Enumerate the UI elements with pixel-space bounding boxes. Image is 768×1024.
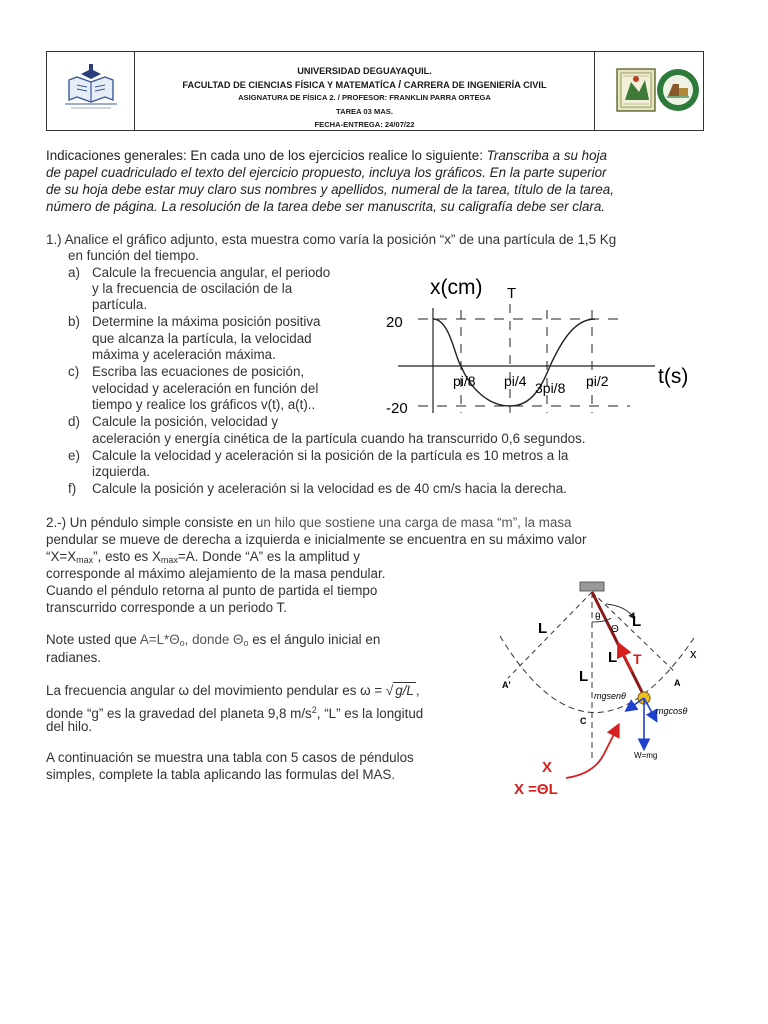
q2-line-5: Cuando el péndulo retorna al punto de partida el tiempo <box>46 583 378 598</box>
label-L-center: L <box>579 668 589 685</box>
subject-line: ASIGNATURA DE FÍSICA 2. / PROFESOR: FRANKLIN PARRA ORTEGA <box>238 93 491 102</box>
pendulum-ceiling <box>580 582 604 591</box>
q1-c-line-1: Escriba las ecuaciones de posición, <box>92 364 305 379</box>
theta-side-arrow <box>606 604 634 618</box>
label-weight: W=mg <box>634 751 658 760</box>
q1-d-line-2: aceleración y energía cinética de la partícula cuando ha transcurrido 0,6 segundos. <box>92 431 586 446</box>
label-A: A <box>674 678 681 688</box>
label-theta-top: θ <box>595 612 601 623</box>
graph-y-min-label: -20 <box>386 400 408 417</box>
q2-line-2: pendular se mueve de derecha a izquierda e inicialmente se encuentra en su máximo valor <box>46 532 587 547</box>
header-logo-cell <box>47 52 135 130</box>
q1-c-line-3: tiempo y realice los gráficos v(t), a(t).. <box>92 397 316 412</box>
label-mg-cos: mgcosθ <box>656 706 688 716</box>
q2-freq-start: La frecuencia angular ω del movimiento pendular es ω = √ <box>46 683 394 698</box>
label-theta-side: Θ <box>611 624 619 635</box>
q2-table-line-2: simples, complete la tabla aplicando las formulas del MAS. <box>46 767 396 782</box>
label-x-axis: x <box>690 646 697 661</box>
position-time-graph <box>370 268 706 418</box>
label-mg-sin: mgsenθ <box>594 691 626 701</box>
label-L-left: L <box>538 620 548 637</box>
q2-note-sub-2: o <box>243 638 249 648</box>
faculty-line <box>135 80 594 91</box>
q1-a-line-1: Calcule la frecuencia angular, el periodo <box>92 265 331 280</box>
intro-line-3: de su hoja debe estar muy claro sus nombres y apellidos, numeral de la tarea, título de la tarea, <box>46 182 614 197</box>
q2-x-max-sub: max <box>76 555 94 565</box>
q2-length-text: , “L” es la longitud <box>316 706 424 721</box>
faculty-name: FACULTAD DE CIENCIAS FÍSICA Y MATEMATÍCA <box>182 80 396 90</box>
q1-f-line-1: Calcule la posición y aceleración si la velocidad es de 40 cm/s hacia la derecha. <box>92 481 567 496</box>
label-L-mid: L <box>608 649 618 666</box>
q2-x-open: “X=X <box>46 549 77 564</box>
intro-general-label: Indicaciones generales: En cada uno de los ejercicios realice lo siguiente: <box>46 148 487 163</box>
header-seals-cell <box>595 52 705 130</box>
pendulum-diagram <box>494 578 710 804</box>
q2-note-where: , donde Θ <box>184 632 244 647</box>
q2-line-1-end: un hilo que sostiene una carga de masa “m”, la masa <box>255 515 572 530</box>
q2-table-line-1: A continuación se muestra una tabla con 5 casos de péndulos <box>46 750 414 765</box>
q2-freq-comma: , <box>415 683 420 698</box>
tension-arrow <box>619 645 632 672</box>
due-date-line: FECHA-ENTREGA: 24/07/22 <box>314 120 415 129</box>
q1-e-label: e) <box>68 448 80 463</box>
q2-amplitude-text: =A. Donde “A” es la amplitud y <box>177 549 360 564</box>
q1-c-line-2: velocidad y aceleración en función del <box>92 381 319 396</box>
q2-note-sub: o <box>179 638 185 648</box>
q2-gravity-sup: 2 <box>311 705 317 715</box>
graph-y-axis-label: x(cm) <box>430 276 483 299</box>
faculty-separator: / <box>398 79 402 91</box>
q1-b-line-1: Determine la máxima posición positiva <box>92 314 321 329</box>
q1-e-line-1: Calcule la velocidad y aceleración si la posición de la partícula es 10 metros a la <box>92 448 569 463</box>
pendulum-string <box>592 592 644 696</box>
q1-line-2: en función del tiempo. <box>68 248 200 263</box>
label-x-equals-theta-l: X =ΘL <box>514 781 558 798</box>
label-L-right: L <box>632 613 642 630</box>
q1-b-line-3: máxima y aceleración máxima. <box>92 347 276 362</box>
header-title-cell <box>135 52 595 130</box>
q2-note-line-1 <box>46 632 380 652</box>
q2-line-6: transcurrido corresponde a un periodo T. <box>46 600 287 615</box>
q2-x-mid: ”, esto es X <box>93 549 161 564</box>
faculty-logo <box>47 52 135 132</box>
label-C: C <box>580 716 587 726</box>
header-table <box>46 51 704 131</box>
task-line: TAREA 03 MAS. <box>336 107 393 116</box>
university-name: UNIVERSIDAD DEGUAYAQUIL. <box>297 66 432 76</box>
q1-d-label: d) <box>68 414 80 429</box>
university-seals <box>595 52 705 132</box>
q1-f-label: f) <box>68 481 77 496</box>
q1-d-line-1: Calcule la posición, velocidad y <box>92 414 279 429</box>
label-A-prime: A' <box>502 680 511 690</box>
radial-force-arrow <box>644 698 656 720</box>
engineering-seal-icon <box>617 69 655 111</box>
q1-line-1: 1.) Analice el gráfico adjunto, esta muestra como varía la posición “x” de una partícula de 1,5 Kg <box>46 232 617 247</box>
q1-b-line-2: que alcanza la partícula, la velocidad <box>92 331 312 346</box>
intro-line-4: número de página. La resolución de la tarea debe ser manuscrita, su caligrafía debe ser clara. <box>46 199 606 214</box>
graph-tick-pi4: pi/4 <box>504 373 527 389</box>
graph-tick-pi8: pi/8 <box>453 373 476 389</box>
q2-note-end: es el ángulo inicial en <box>248 632 381 647</box>
label-x-red: X <box>542 759 553 776</box>
intro-line-2: de papel cuadriculado el texto del ejercicio propuesto, incluya los gráficos. En la parte superior <box>46 165 607 180</box>
graph-period-label: T <box>507 285 517 302</box>
graph-position-curve <box>433 319 595 406</box>
q1-e-line-2: izquierda. <box>92 464 151 479</box>
q2-freq-line-1 <box>46 683 420 700</box>
q2-note-start: Note usted que <box>46 632 140 647</box>
q2-note-line-2: radianes. <box>46 650 102 665</box>
q2-note-formula: A=L*Θ <box>139 632 180 647</box>
q2-line-1-start: 2.-) Un péndulo simple consiste en <box>46 515 256 530</box>
q1-a-label: a) <box>68 265 80 280</box>
q2-freq-radicand: g/L <box>395 683 414 698</box>
q2-line-4: corresponde al máximo alejamiento de la masa pendular. <box>46 566 386 581</box>
q1-a-line-2: y la frecuencia de oscilación de la <box>92 281 293 296</box>
intro-italic-start: Transcriba a su hoja <box>486 148 607 163</box>
intro-line-1 <box>46 148 607 165</box>
q2-line-1 <box>46 515 572 532</box>
q2-x-max-sub-2: max <box>160 555 178 565</box>
q1-a-line-3: partícula. <box>92 297 148 312</box>
q2-freq-line-3: del hilo. <box>46 719 93 734</box>
pendulum-left-string <box>508 592 592 678</box>
civil-engineering-seal-icon <box>657 69 699 111</box>
q2-freq-line-2 <box>46 702 423 723</box>
graph-y-max-label: 20 <box>386 314 403 331</box>
graph-tick-3pi8: 3pi/8 <box>535 380 566 396</box>
graph-x-axis-label: t(s) <box>658 365 689 388</box>
q1-c-label: c) <box>68 364 80 379</box>
q1-b-label: b) <box>68 314 80 329</box>
q2-gravity-text: donde “g” es la gravedad del planeta 9,8 m/s <box>46 706 312 721</box>
career-name: CARRERA DE INGENIERÍA CIVIL <box>403 80 547 90</box>
graph-tick-pi2: pi/2 <box>586 373 609 389</box>
pendulum-arc <box>500 636 694 713</box>
label-T: T <box>633 651 642 667</box>
